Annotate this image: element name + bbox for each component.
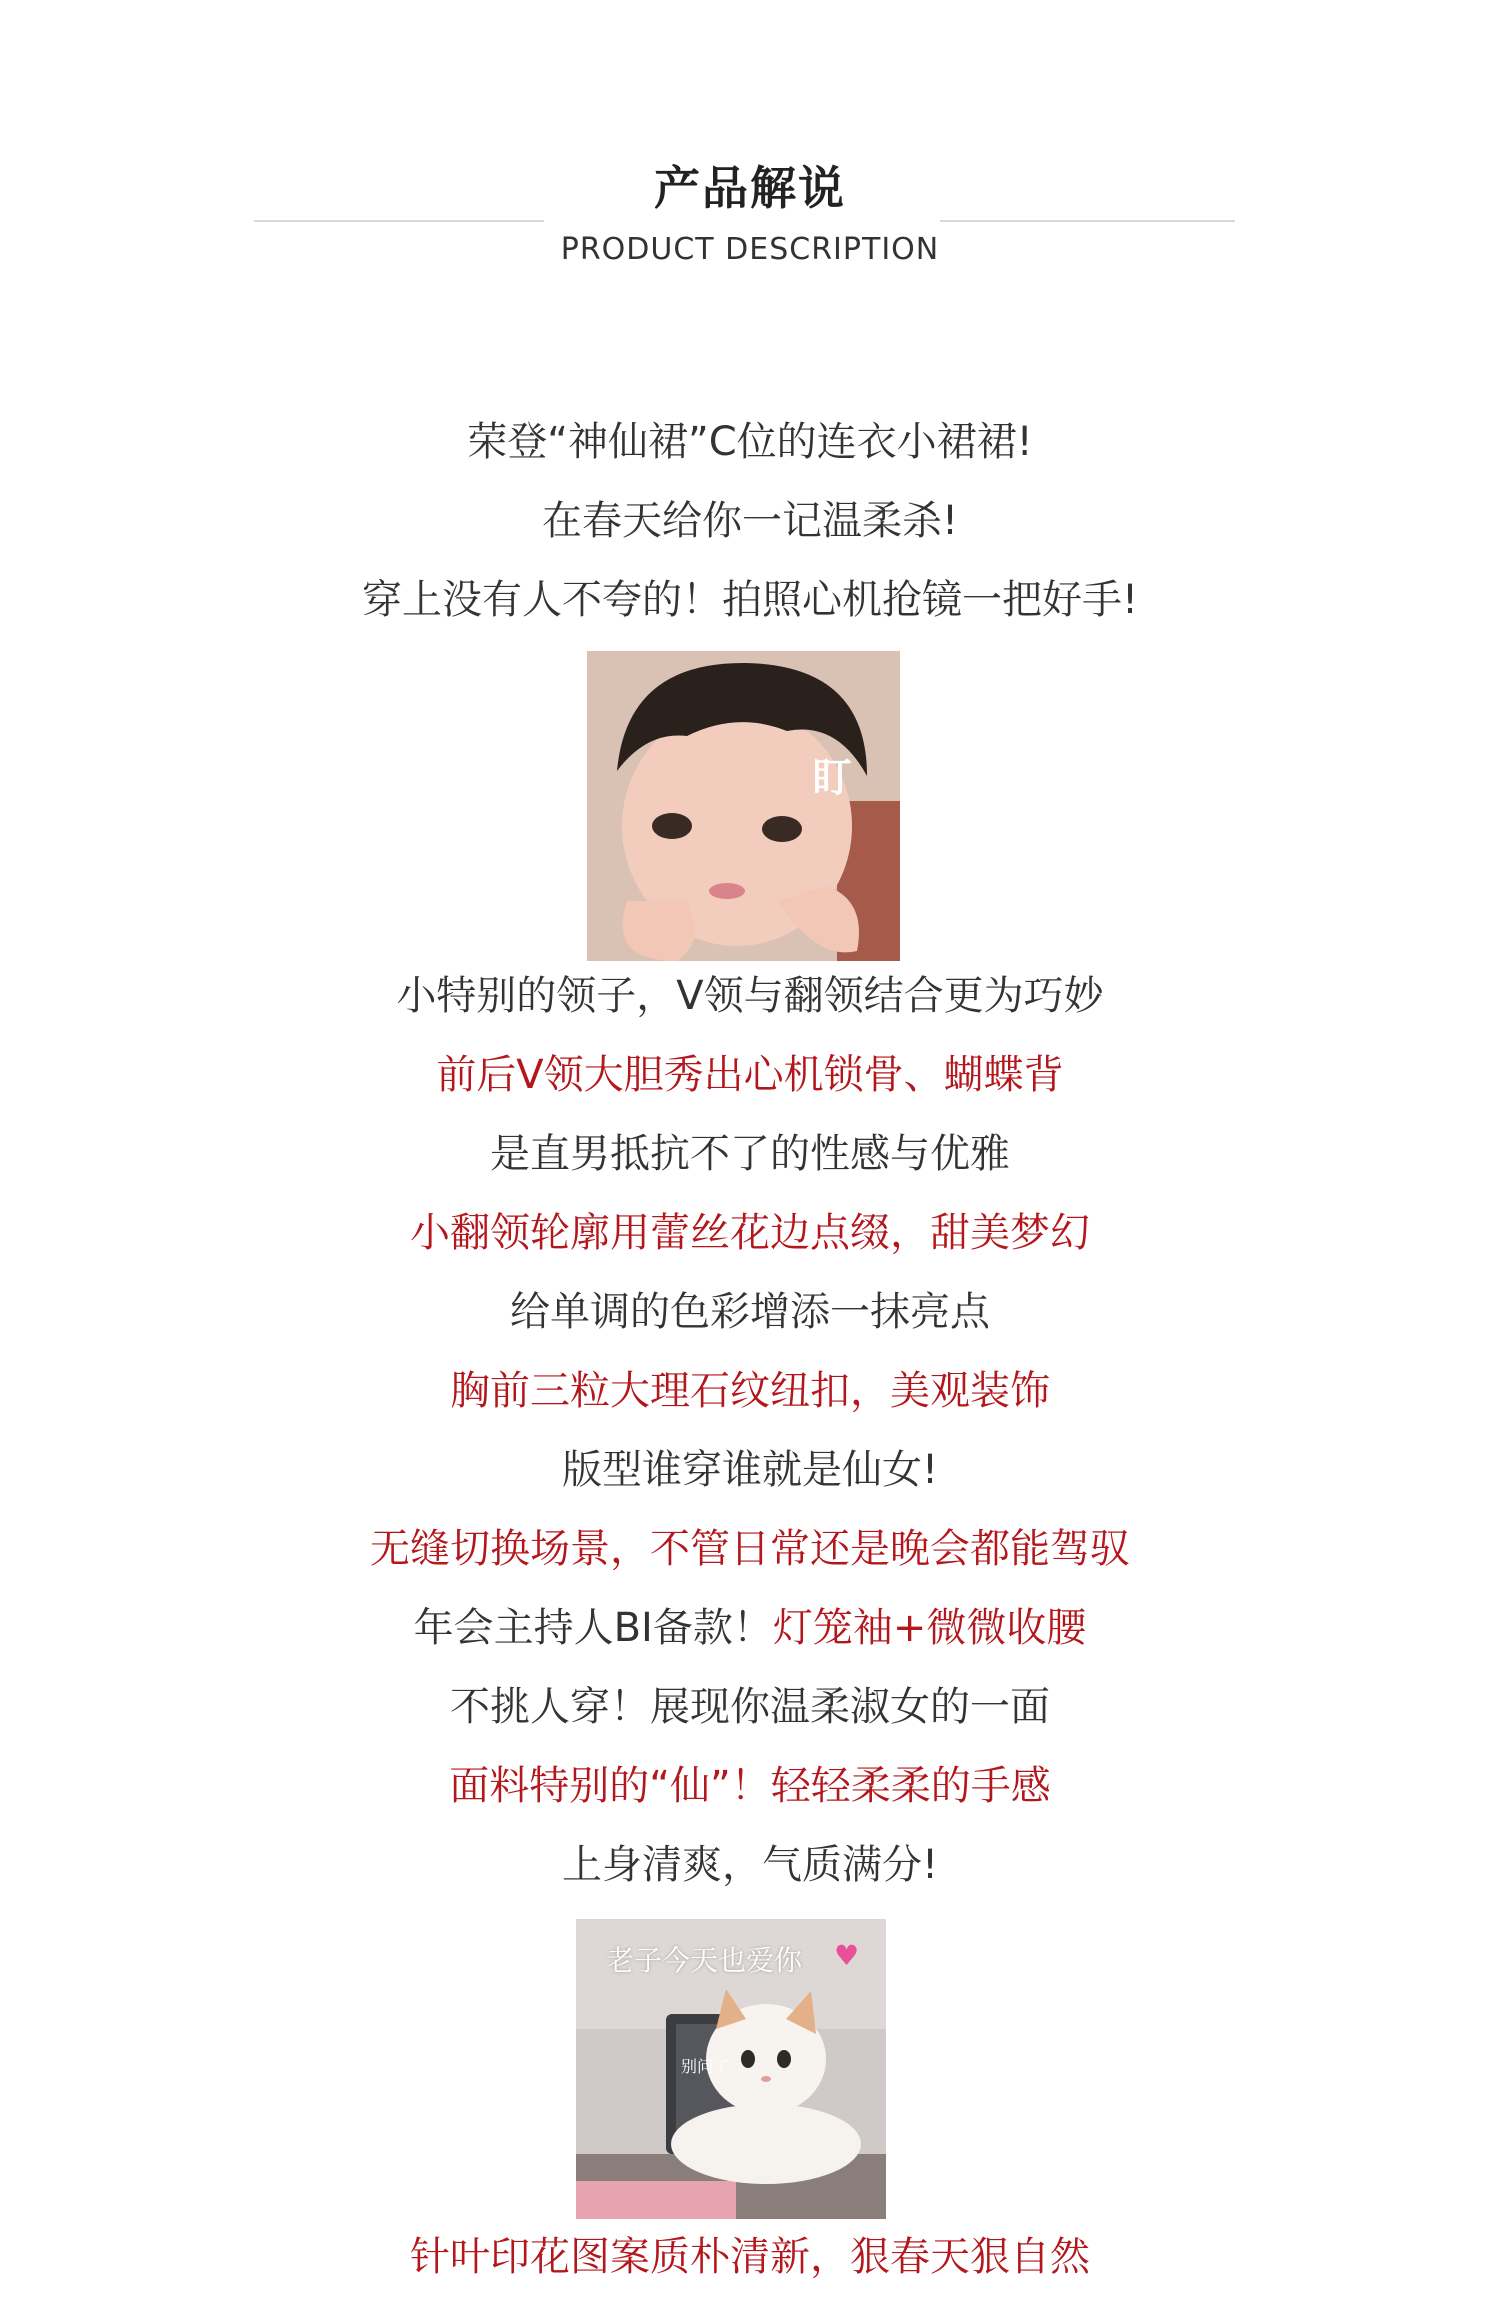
desc-line: 小特别的领子，V领与翻领结合更为巧妙 <box>396 973 1104 1019</box>
desc-line: 上身清爽，气质满分! <box>561 1842 939 1888</box>
image-caption: 老子今天也爱你 <box>606 1944 803 1977</box>
section-title: 产品解说 <box>654 161 846 215</box>
desc-line: 荣登“神仙裙”C位的连衣小裙裙! <box>467 419 1033 465</box>
desc-line-highlight: 胸前三粒大理石纹纽扣，美观装饰 <box>450 1368 1050 1414</box>
desc-line: 穿上没有人不夸的！拍照心机抢镜一把好手! <box>361 577 1139 623</box>
section-subtitle: PRODUCT DESCRIPTION <box>560 232 940 267</box>
image-caption: 盯 <box>812 755 852 801</box>
cat-meme-image <box>576 1919 886 2219</box>
desc-line: 不挑人穿！展现你温柔淑女的一面 <box>450 1684 1050 1730</box>
desc-line-highlight: 面料特别的“仙”！轻轻柔柔的手感 <box>449 1763 1051 1809</box>
desc-line: 版型谁穿谁就是仙女! <box>561 1447 939 1493</box>
desc-segment: 年会主持人BI备款！ <box>413 1605 773 1651</box>
desc-line-highlight: 无缝切换场景，不管日常还是晚会都能驾驭 <box>370 1526 1130 1572</box>
desc-line-mixed <box>0 1604 1500 1652</box>
heart-icon: ♥ <box>834 1939 860 1972</box>
child-meme-image <box>587 651 900 961</box>
header-rule-left <box>254 220 544 222</box>
header-rule-right <box>940 220 1235 222</box>
desc-line: 在春天给你一记温柔杀! <box>541 498 959 544</box>
laptop-screen-text: 别问了 <box>681 2057 730 2076</box>
desc-segment-highlight: 灯笼袖+微微收腰 <box>772 1605 1087 1651</box>
desc-line-highlight: 针叶印花图案质朴清新，狠春天狠自然 <box>410 2234 1090 2280</box>
section-header <box>0 0 1500 300</box>
desc-line-highlight: 小翻领轮廓用蕾丝花边点缀，甜美梦幻 <box>410 1210 1090 1256</box>
desc-line: 给单调的色彩增添一抹亮点 <box>510 1289 990 1335</box>
desc-line-highlight: 前后V领大胆秀出心机锁骨、蝴蝶背 <box>436 1052 1064 1098</box>
desc-line: 是直男抵抗不了的性感与优雅 <box>490 1131 1010 1177</box>
